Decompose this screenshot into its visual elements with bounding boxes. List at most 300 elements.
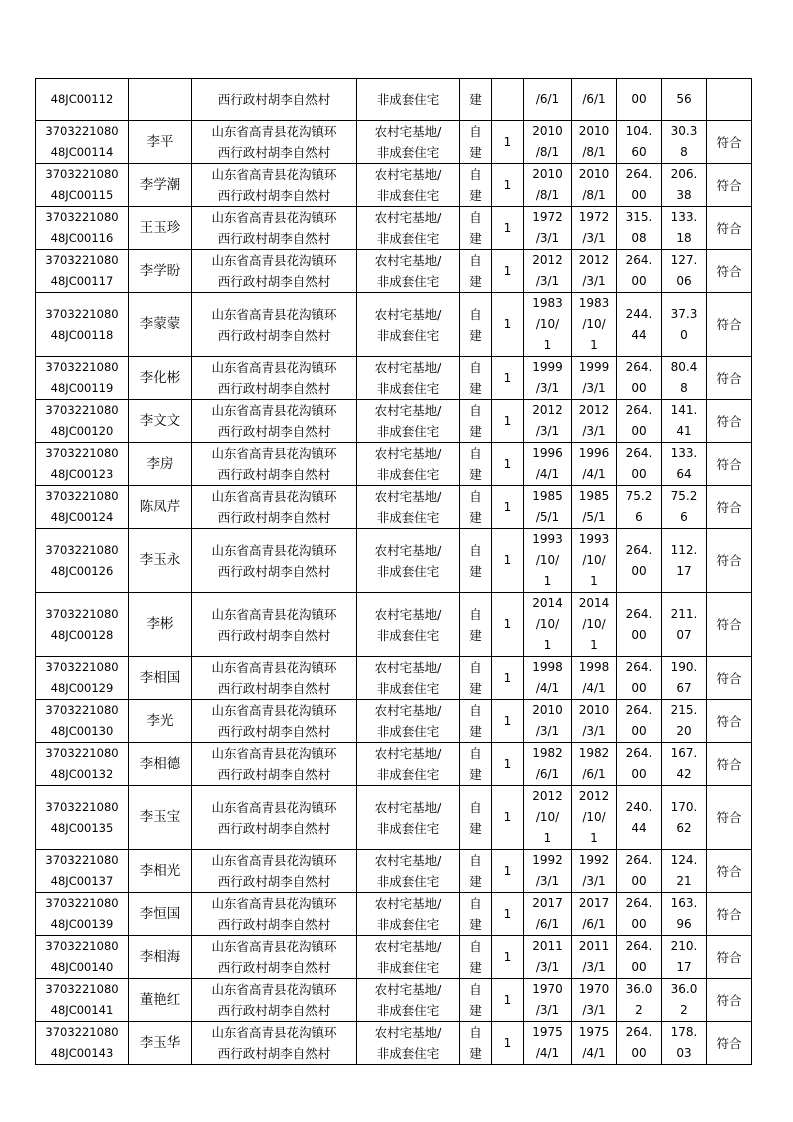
cell-land-area xyxy=(617,121,662,164)
table-body xyxy=(36,79,752,1065)
cell-address xyxy=(192,207,357,250)
cell-land-area-line: 6 xyxy=(635,510,643,524)
cell-end-date xyxy=(572,250,617,293)
cell-end-date xyxy=(572,529,617,593)
cell-parcel-code-line: 3703221080 xyxy=(45,896,119,910)
cell-result: 符合 xyxy=(707,400,752,443)
cell-start-date-line: /8/1 xyxy=(535,145,560,159)
cell-start-date-line: 1 xyxy=(543,574,552,588)
cell-count: 1 xyxy=(492,700,524,743)
cell-address-line: 西行政村胡李自然村 xyxy=(217,820,331,836)
cell-parcel-code xyxy=(36,357,129,400)
cell-land-area xyxy=(617,443,662,486)
cell-parcel-code xyxy=(36,443,129,486)
cell-parcel-code-line: 3703221080 xyxy=(45,446,119,460)
cell-floor-area-line: 112. xyxy=(670,542,698,557)
cell-end-date-line: 2012 xyxy=(578,789,610,803)
cell-land-area xyxy=(617,79,662,121)
cell-end-date-line: /4/1 xyxy=(582,467,606,481)
cell-build-type xyxy=(460,979,492,1022)
cell-parcel-code-line: 3703221080 xyxy=(45,853,119,867)
cell-floor-area-line: 2 xyxy=(680,1003,688,1017)
cell-land-area-line: 00 xyxy=(631,274,647,288)
property-register-table xyxy=(35,78,752,1065)
cell-land-area-line: 264. xyxy=(625,360,653,374)
cell-address-line: 西行政村胡李自然村 xyxy=(217,274,331,289)
cell-build-type xyxy=(460,700,492,743)
cell-land-area xyxy=(617,850,662,893)
cell-build-type-line: 自 xyxy=(469,799,482,815)
table-row xyxy=(36,250,752,293)
cell-land-area-line: 264. xyxy=(625,660,653,674)
cell-parcel-code xyxy=(36,250,129,293)
cell-end-date-line: /10/ xyxy=(582,810,606,824)
cell-land-use-line: 农村宅基地/ xyxy=(374,703,442,718)
cell-floor-area-line: 18 xyxy=(676,231,692,245)
cell-result: 符合 xyxy=(707,164,752,207)
cell-address xyxy=(192,529,357,593)
cell-land-use-line: 非成套住宅 xyxy=(376,92,440,107)
cell-owner-name: 李恒国 xyxy=(129,893,192,936)
cell-address xyxy=(192,979,357,1022)
cell-start-date-line: 1993 xyxy=(532,532,563,546)
cell-land-use-line: 农村宅基地/ xyxy=(374,896,442,911)
cell-land-area-line: 00 xyxy=(631,467,647,481)
cell-build-type-line: 自 xyxy=(469,489,482,504)
cell-land-area-line: 264. xyxy=(625,167,653,181)
cell-build-type-line: 建 xyxy=(469,681,482,696)
cell-build-type-line: 建 xyxy=(469,1046,482,1061)
cell-end-date-line: 1998 xyxy=(578,660,610,674)
cell-end-date xyxy=(572,936,617,979)
cell-floor-area xyxy=(662,1022,707,1065)
cell-floor-area xyxy=(662,936,707,979)
cell-start-date xyxy=(524,700,572,743)
cell-build-type-line: 建 xyxy=(469,274,482,289)
cell-build-type-line: 自 xyxy=(469,660,482,675)
table-row xyxy=(36,79,752,121)
cell-end-date-line: /3/1 xyxy=(582,231,606,245)
cell-floor-area-line: 67 xyxy=(676,681,692,695)
cell-build-type-line: 自 xyxy=(469,124,482,139)
cell-address-line: 西行政村胡李自然村 xyxy=(217,627,331,643)
cell-land-area xyxy=(617,657,662,700)
table-row xyxy=(36,400,752,443)
cell-owner-name: 李相光 xyxy=(129,850,192,893)
cell-end-date xyxy=(572,593,617,657)
cell-end-date xyxy=(572,357,617,400)
cell-end-date-line: /8/1 xyxy=(582,145,606,159)
cell-land-use-line: 农村宅基地/ xyxy=(374,982,442,997)
cell-address-line: 山东省高青县花沟镇环 xyxy=(211,446,337,461)
cell-build-type-line: 建 xyxy=(469,1003,482,1018)
cell-build-type-line: 自 xyxy=(469,210,482,225)
cell-parcel-code-line: 48JC00115 xyxy=(50,188,114,202)
cell-parcel-code xyxy=(36,593,129,657)
cell-end-date xyxy=(572,486,617,529)
cell-address-line: 西行政村胡李自然村 xyxy=(217,424,331,439)
cell-start-date xyxy=(524,657,572,700)
cell-build-type-line: 建 xyxy=(469,510,482,525)
cell-floor-area xyxy=(662,529,707,593)
cell-build-type-line: 自 xyxy=(469,982,482,997)
cell-land-area xyxy=(617,486,662,529)
cell-address-line: 西行政村胡李自然村 xyxy=(217,381,331,396)
cell-end-date xyxy=(572,293,617,357)
cell-build-type-line: 建 xyxy=(469,874,482,889)
cell-land-use-line: 农村宅基地/ xyxy=(374,403,442,418)
cell-start-date xyxy=(524,357,572,400)
cell-build-type-line: 自 xyxy=(469,542,482,558)
cell-count: 1 xyxy=(492,400,524,443)
cell-floor-area-line: 8 xyxy=(680,145,688,159)
cell-land-use xyxy=(357,357,460,400)
cell-parcel-code-line: 48JC00126 xyxy=(50,563,114,578)
cell-start-date xyxy=(524,121,572,164)
cell-start-date-line: /10/ xyxy=(535,617,560,631)
cell-land-area xyxy=(617,207,662,250)
cell-result: 符合 xyxy=(707,1022,752,1065)
cell-land-use-line: 农村宅基地/ xyxy=(374,167,442,182)
table-row xyxy=(36,121,752,164)
cell-start-date-line: 2012 xyxy=(532,403,563,417)
table-row xyxy=(36,850,752,893)
cell-floor-area-line: 17 xyxy=(676,960,692,974)
cell-build-type-line: 建 xyxy=(469,917,482,932)
cell-floor-area-line: 42 xyxy=(676,767,692,781)
cell-floor-area-line: 37.3 xyxy=(670,306,698,321)
cell-land-area-line: 00 xyxy=(631,724,647,738)
cell-land-use-line: 非成套住宅 xyxy=(376,327,440,343)
cell-floor-area-line: 167. xyxy=(670,746,698,760)
cell-end-date-line: 2012 xyxy=(578,253,610,267)
cell-owner-name: 李彬 xyxy=(129,593,192,657)
cell-floor-area-line: 133. xyxy=(670,446,698,460)
cell-land-use-line: 非成套住宅 xyxy=(376,274,440,289)
cell-owner-name: 李相海 xyxy=(129,936,192,979)
cell-owner-name: 李光 xyxy=(129,700,192,743)
cell-start-date-line: /4/1 xyxy=(535,1046,560,1060)
cell-parcel-code-line: 48JC00141 xyxy=(50,1003,114,1017)
cell-start-date-line: /8/1 xyxy=(535,188,560,202)
cell-address-line: 山东省高青县花沟镇环 xyxy=(211,703,337,718)
cell-result: 符合 xyxy=(707,207,752,250)
cell-parcel-code xyxy=(36,979,129,1022)
cell-parcel-code-line: 48JC00112 xyxy=(50,92,114,106)
cell-land-area-line: 44 xyxy=(631,820,647,835)
cell-address-line: 山东省高青县花沟镇环 xyxy=(211,360,337,375)
cell-build-type xyxy=(460,443,492,486)
cell-land-use-line: 非成套住宅 xyxy=(376,960,440,975)
cell-land-use xyxy=(357,486,460,529)
cell-owner-name: 李平 xyxy=(129,121,192,164)
cell-address-line: 山东省高青县花沟镇环 xyxy=(211,489,337,504)
cell-address xyxy=(192,400,357,443)
cell-floor-area-line: 06 xyxy=(676,274,692,288)
cell-floor-area xyxy=(662,250,707,293)
cell-build-type-line: 建 xyxy=(469,627,482,643)
cell-address-line: 山东省高青县花沟镇环 xyxy=(211,799,337,815)
cell-owner-name: 董艳红 xyxy=(129,979,192,1022)
cell-end-date-line: 2010 xyxy=(578,167,610,181)
cell-end-date-line: /6/1 xyxy=(582,917,606,931)
table-row xyxy=(36,357,752,400)
cell-end-date-line: /6/1 xyxy=(582,767,606,781)
cell-land-area xyxy=(617,357,662,400)
cell-address xyxy=(192,1022,357,1065)
cell-build-type xyxy=(460,164,492,207)
cell-build-type-line: 建 xyxy=(469,563,482,579)
cell-end-date-line: 2010 xyxy=(578,124,610,138)
cell-land-use xyxy=(357,529,460,593)
cell-land-use-line: 非成套住宅 xyxy=(376,563,440,579)
cell-end-date-line: /3/1 xyxy=(582,1003,606,1017)
cell-end-date-line: 1975 xyxy=(578,1025,610,1039)
cell-parcel-code-line: 48JC00139 xyxy=(50,917,114,931)
cell-build-type-line: 自 xyxy=(469,167,482,182)
cell-build-type-line: 建 xyxy=(469,92,482,107)
cell-count: 1 xyxy=(492,893,524,936)
cell-land-area-line: 44 xyxy=(631,327,647,342)
cell-land-use xyxy=(357,293,460,357)
cell-address xyxy=(192,79,357,121)
cell-end-date xyxy=(572,700,617,743)
cell-floor-area-line: 210. xyxy=(670,939,698,953)
cell-address-line: 西行政村胡李自然村 xyxy=(217,1003,331,1018)
cell-land-use-line: 非成套住宅 xyxy=(376,627,440,643)
cell-land-area xyxy=(617,1022,662,1065)
cell-land-use-line: 农村宅基地/ xyxy=(374,446,442,461)
cell-floor-area-line: 96 xyxy=(676,917,692,931)
cell-floor-area-line: 21 xyxy=(676,874,692,888)
cell-end-date-line: /3/1 xyxy=(582,424,606,438)
cell-build-type xyxy=(460,121,492,164)
cell-end-date-line: 1999 xyxy=(578,360,610,374)
cell-build-type xyxy=(460,293,492,357)
cell-land-area-line: 264. xyxy=(625,253,653,267)
cell-result: 符合 xyxy=(707,250,752,293)
cell-start-date-line: 2011 xyxy=(532,939,563,953)
cell-start-date-line: 2017 xyxy=(532,896,563,910)
cell-address-line: 山东省高青县花沟镇环 xyxy=(211,606,337,622)
table-row xyxy=(36,293,752,357)
cell-result: 符合 xyxy=(707,936,752,979)
cell-end-date-line: /4/1 xyxy=(582,1046,606,1060)
cell-floor-area-line: 133. xyxy=(670,210,698,224)
cell-build-type xyxy=(460,486,492,529)
cell-address-line: 山东省高青县花沟镇环 xyxy=(211,306,337,322)
cell-land-area-line: 00 xyxy=(631,767,647,781)
cell-build-type-line: 建 xyxy=(469,467,482,482)
cell-land-area-line: 00 xyxy=(631,1046,647,1060)
cell-parcel-code-line: 48JC00128 xyxy=(50,627,114,642)
cell-count: 1 xyxy=(492,529,524,593)
cell-parcel-code-line: 48JC00140 xyxy=(50,960,114,974)
cell-address xyxy=(192,700,357,743)
cell-end-date xyxy=(572,786,617,850)
cell-parcel-code-line: 48JC00135 xyxy=(50,820,114,835)
cell-land-use xyxy=(357,700,460,743)
cell-end-date-line: 2017 xyxy=(578,896,610,910)
cell-address xyxy=(192,743,357,786)
cell-address-line: 山东省高青县花沟镇环 xyxy=(211,253,337,268)
cell-land-use xyxy=(357,657,460,700)
cell-floor-area xyxy=(662,743,707,786)
cell-land-area-line: 00 xyxy=(631,960,647,974)
cell-parcel-code-line: 48JC00119 xyxy=(50,381,114,395)
cell-floor-area-line: 30.3 xyxy=(670,124,698,138)
cell-build-type xyxy=(460,357,492,400)
cell-count: 1 xyxy=(492,743,524,786)
cell-build-type-line: 建 xyxy=(469,767,482,782)
cell-address-line: 山东省高青县花沟镇环 xyxy=(211,542,337,558)
cell-floor-area xyxy=(662,164,707,207)
cell-start-date-line: /6/1 xyxy=(535,92,560,106)
cell-parcel-code-line: 3703221080 xyxy=(45,1025,119,1039)
cell-end-date xyxy=(572,743,617,786)
cell-start-date xyxy=(524,293,572,357)
cell-result: 符合 xyxy=(707,657,752,700)
cell-land-use xyxy=(357,786,460,850)
cell-land-area xyxy=(617,936,662,979)
cell-result: 符合 xyxy=(707,529,752,593)
cell-address-line: 山东省高青县花沟镇环 xyxy=(211,167,337,182)
cell-land-area-line: 00 xyxy=(631,563,647,578)
cell-land-area-line: 315. xyxy=(625,210,653,224)
cell-land-use-line: 非成套住宅 xyxy=(376,1046,440,1061)
cell-start-date-line: 1 xyxy=(543,338,552,352)
cell-parcel-code-line: 3703221080 xyxy=(45,124,119,138)
cell-build-type-line: 自 xyxy=(469,360,482,375)
cell-address-line: 山东省高青县花沟镇环 xyxy=(211,896,337,911)
cell-land-area-line: 2 xyxy=(635,1003,643,1017)
cell-floor-area-line: 6 xyxy=(680,510,688,524)
cell-parcel-code-line: 48JC00120 xyxy=(50,424,114,438)
cell-address-line: 西行政村胡李自然村 xyxy=(217,767,331,782)
cell-parcel-code-line: 3703221080 xyxy=(45,660,119,674)
cell-address xyxy=(192,164,357,207)
cell-end-date-line: 2014 xyxy=(578,596,610,610)
cell-land-area-line: 75.2 xyxy=(625,489,653,503)
cell-address-line: 西行政村胡李自然村 xyxy=(217,145,331,160)
cell-start-date-line: 2014 xyxy=(532,596,563,610)
cell-address xyxy=(192,121,357,164)
cell-start-date-line: /3/1 xyxy=(535,274,560,288)
cell-build-type xyxy=(460,893,492,936)
cell-start-date-line: 1970 xyxy=(532,982,563,996)
cell-start-date xyxy=(524,400,572,443)
table-row xyxy=(36,529,752,593)
cell-address-line: 西行政村胡李自然村 xyxy=(217,467,331,482)
cell-end-date xyxy=(572,207,617,250)
cell-parcel-code-line: 48JC00137 xyxy=(50,874,114,888)
cell-floor-area-line: 170. xyxy=(670,799,698,814)
cell-parcel-code-line: 3703221080 xyxy=(45,403,119,417)
cell-address-line: 山东省高青县花沟镇环 xyxy=(211,403,337,418)
cell-land-use xyxy=(357,443,460,486)
cell-count xyxy=(492,79,524,121)
cell-start-date-line: /3/1 xyxy=(535,381,560,395)
cell-start-date xyxy=(524,529,572,593)
cell-address-line: 山东省高青县花沟镇环 xyxy=(211,660,337,675)
cell-address-line: 山东省高青县花沟镇环 xyxy=(211,853,337,868)
cell-build-type-line: 自 xyxy=(469,606,482,622)
cell-parcel-code-line: 3703221080 xyxy=(45,306,119,321)
cell-parcel-code xyxy=(36,293,129,357)
cell-parcel-code-line: 3703221080 xyxy=(45,253,119,267)
cell-parcel-code xyxy=(36,529,129,593)
cell-build-type-line: 自 xyxy=(469,703,482,718)
cell-address-line: 西行政村胡李自然村 xyxy=(217,1046,331,1061)
cell-address xyxy=(192,657,357,700)
cell-land-area-line: 264. xyxy=(625,703,653,717)
cell-address-line: 西行政村胡李自然村 xyxy=(217,917,331,932)
cell-end-date xyxy=(572,121,617,164)
cell-end-date-line: 1972 xyxy=(578,210,610,224)
cell-land-use-line: 农村宅基地/ xyxy=(374,1025,442,1040)
cell-land-use-line: 非成套住宅 xyxy=(376,767,440,782)
table-row xyxy=(36,486,752,529)
cell-land-use-line: 非成套住宅 xyxy=(376,424,440,439)
cell-end-date xyxy=(572,893,617,936)
cell-end-date-line: 1993 xyxy=(578,532,610,546)
cell-land-use xyxy=(357,207,460,250)
cell-land-area-line: 36.0 xyxy=(625,982,653,996)
cell-floor-area-line: 03 xyxy=(676,1046,692,1060)
cell-land-area-line: 00 xyxy=(631,381,647,395)
cell-parcel-code-line: 48JC00124 xyxy=(50,510,114,524)
cell-land-use-line: 非成套住宅 xyxy=(376,510,440,525)
cell-start-date-line: 2010 xyxy=(532,167,563,181)
cell-floor-area-line: 64 xyxy=(676,467,692,481)
cell-result: 符合 xyxy=(707,893,752,936)
cell-land-use-line: 非成套住宅 xyxy=(376,681,440,696)
cell-land-area-line: 00 xyxy=(631,92,647,106)
cell-land-area-line: 08 xyxy=(631,231,647,245)
cell-parcel-code-line: 48JC00132 xyxy=(50,767,114,781)
cell-count: 1 xyxy=(492,1022,524,1065)
cell-land-area-line: 264. xyxy=(625,853,653,867)
cell-end-date-line: /10/ xyxy=(582,317,606,331)
cell-start-date-line: /5/1 xyxy=(535,510,560,524)
table-row xyxy=(36,893,752,936)
cell-start-date-line: /3/1 xyxy=(535,424,560,438)
cell-land-use-line: 非成套住宅 xyxy=(376,231,440,246)
cell-floor-area xyxy=(662,593,707,657)
cell-start-date-line: 1985 xyxy=(532,489,563,503)
cell-address xyxy=(192,250,357,293)
cell-start-date xyxy=(524,850,572,893)
cell-land-area-line: 264. xyxy=(625,896,653,910)
cell-parcel-code-line: 48JC00123 xyxy=(50,467,114,481)
cell-land-area xyxy=(617,529,662,593)
cell-parcel-code xyxy=(36,121,129,164)
cell-land-use-line: 农村宅基地/ xyxy=(374,124,442,139)
cell-land-use-line: 农村宅基地/ xyxy=(374,306,442,322)
cell-start-date-line: /4/1 xyxy=(535,681,560,695)
cell-address-line: 山东省高青县花沟镇环 xyxy=(211,982,337,997)
cell-parcel-code xyxy=(36,850,129,893)
cell-start-date xyxy=(524,207,572,250)
cell-address xyxy=(192,486,357,529)
cell-land-area xyxy=(617,893,662,936)
cell-end-date xyxy=(572,850,617,893)
cell-parcel-code-line: 3703221080 xyxy=(45,360,119,374)
cell-build-type-line: 建 xyxy=(469,424,482,439)
table-row xyxy=(36,593,752,657)
table-row xyxy=(36,700,752,743)
cell-address-line: 西行政村胡李自然村 xyxy=(217,563,331,579)
